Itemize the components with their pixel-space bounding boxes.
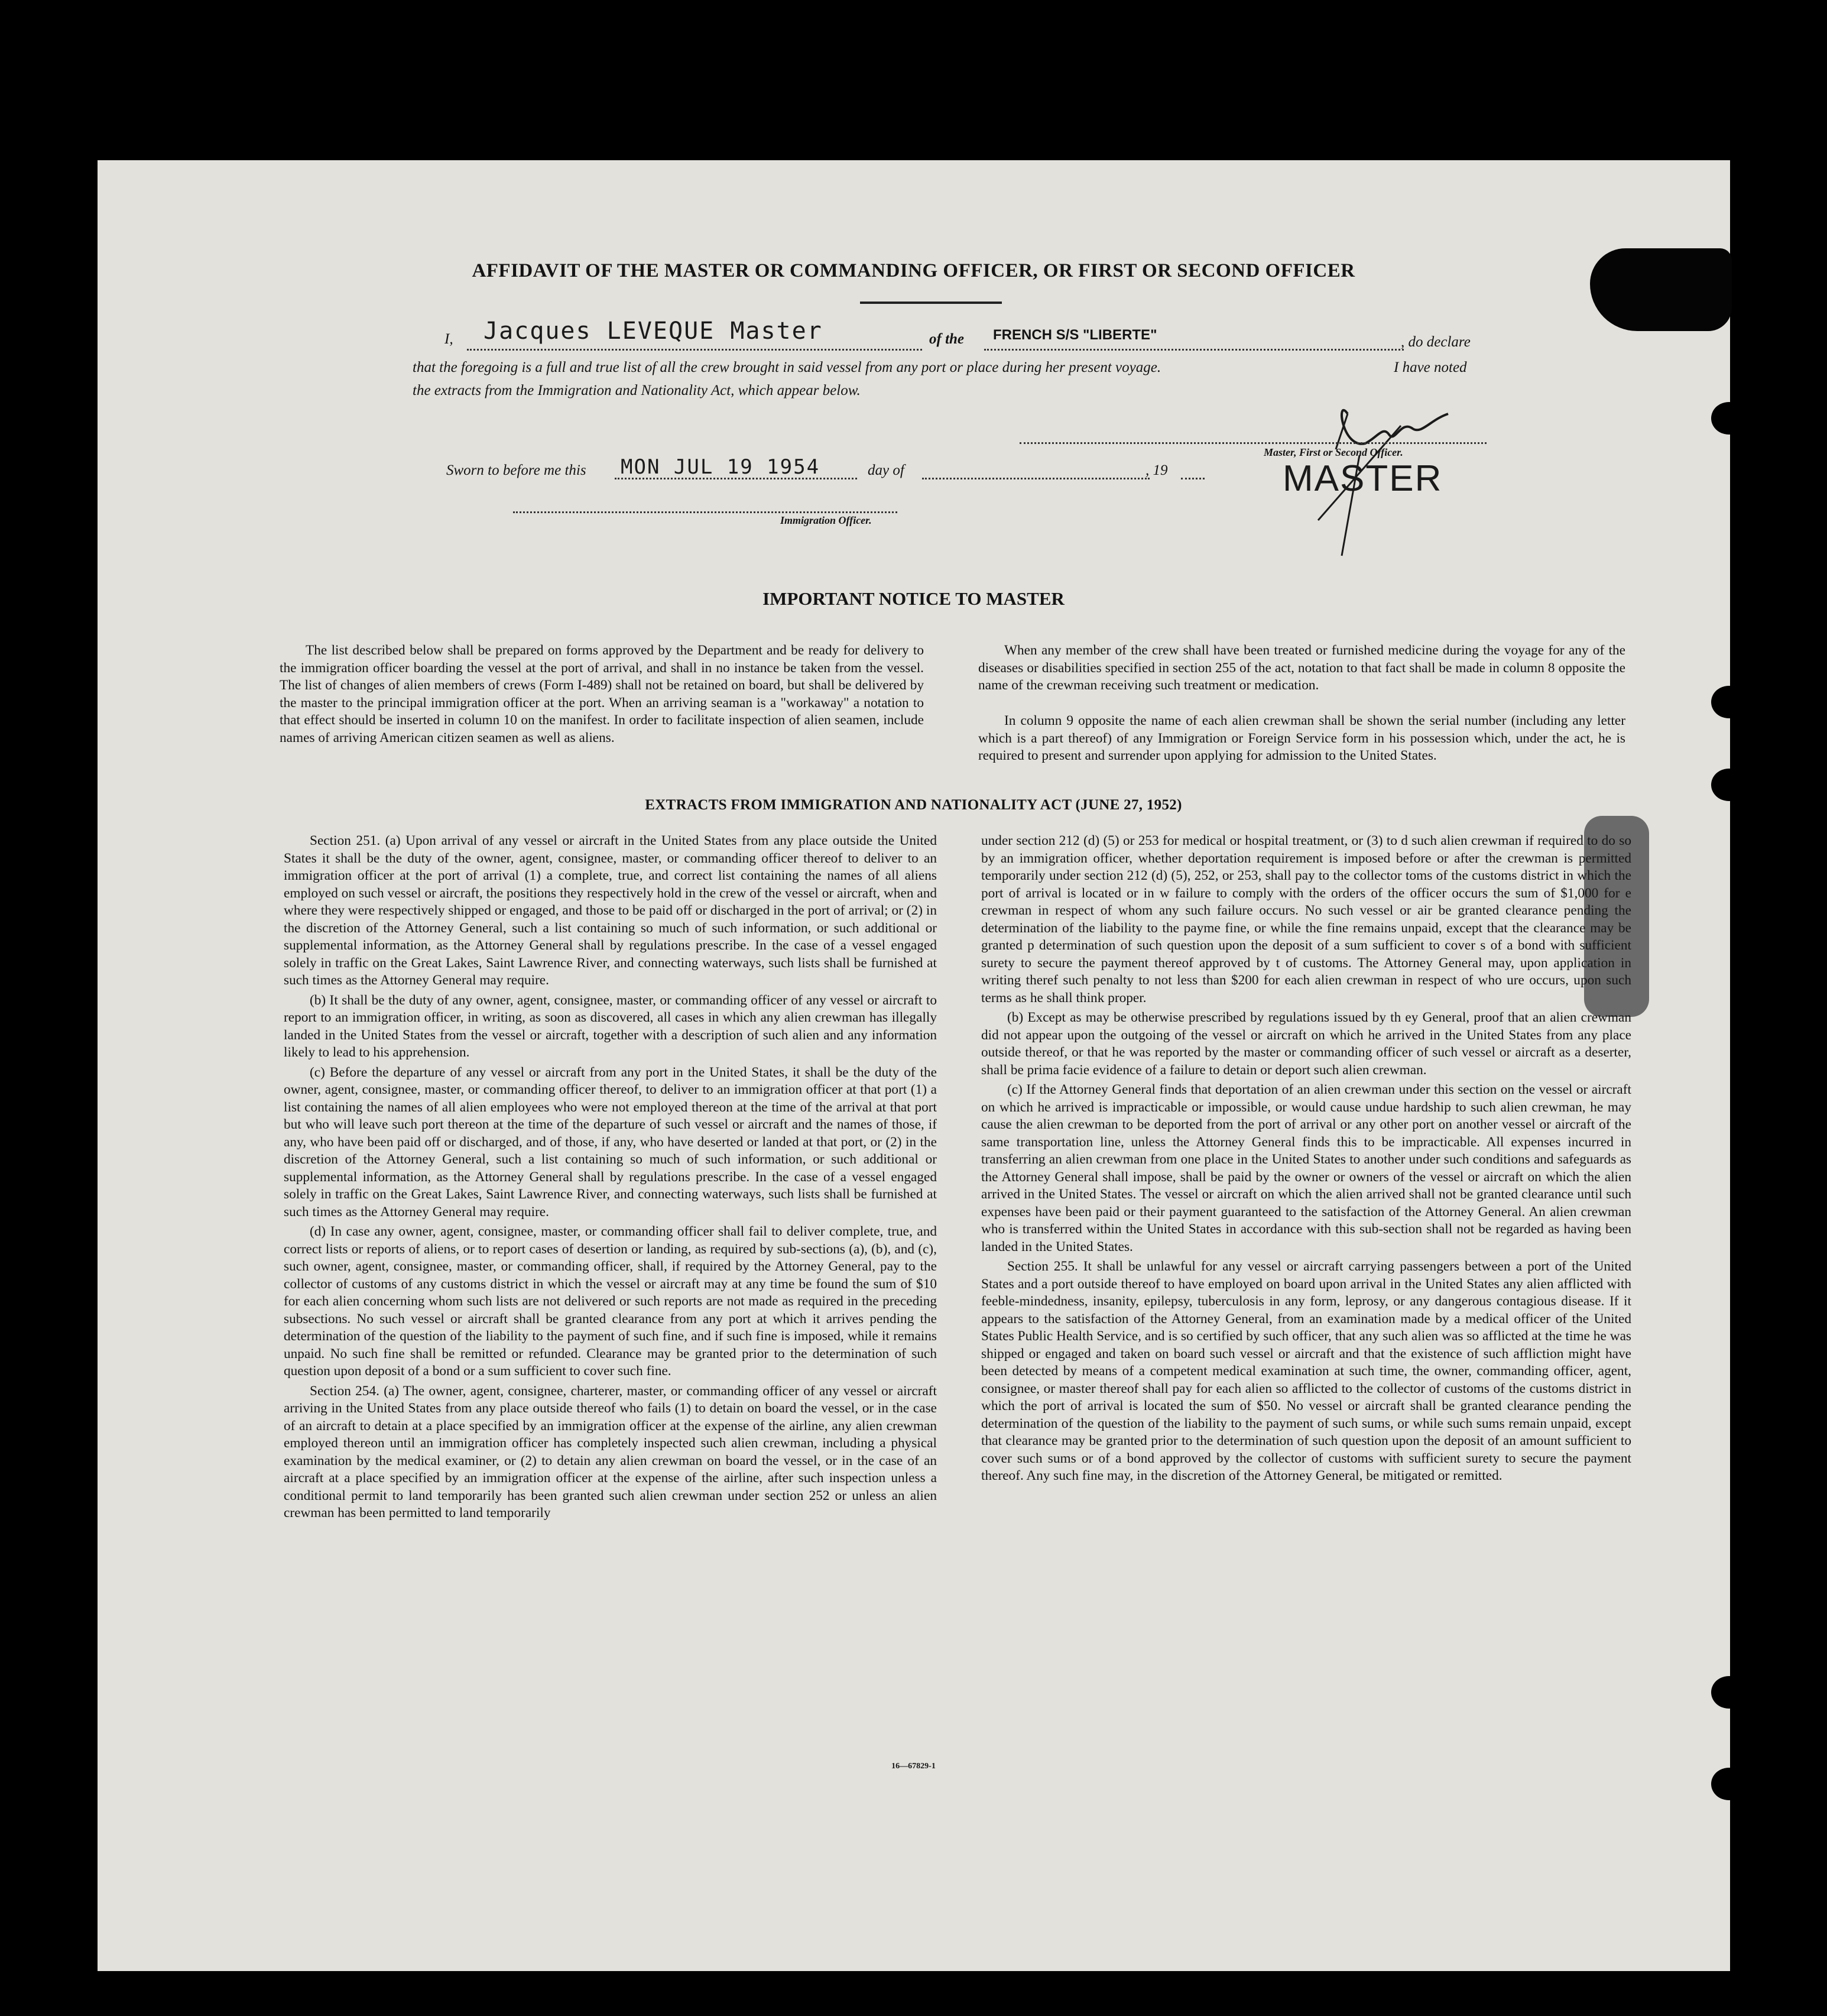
form-code: 16—67829-1 bbox=[891, 1762, 936, 1771]
extracts-right-column bbox=[981, 832, 1631, 1485]
master-name: Jacques LEVEQUE Master bbox=[483, 317, 823, 345]
officer-line bbox=[513, 511, 897, 513]
signature-line bbox=[1020, 442, 1487, 444]
punch-hole bbox=[1711, 686, 1747, 718]
vessel-line bbox=[984, 349, 1404, 351]
affidavit-title: AFFIDAVIT OF THE MASTER OR COMMANDING OFFICER, OR FIRST OR SECOND OFFICER bbox=[472, 260, 1355, 281]
sworn-date: MON JUL 19 1954 bbox=[621, 455, 820, 479]
year-label: , 19 bbox=[1145, 462, 1168, 478]
year-line bbox=[1181, 478, 1205, 479]
section-251-c: (c) Before the departure of any vessel or aircraft from any port in the United States, it shall be the duty of the owner, agent, consignee, master, or commanding officer thereof, to deliver to an immigration officer at that port (1) a list containing the names of all alien employees who were not employed thereon at the time of the arrival at that port but who will leave such port thereon at the time of the departure of such vessel or aircraft and the names of those, if any, who have been paid off or discharged, and of those, if any, who have deserted or landed at that port, or (2) in the discretion of the Attorney General, such a list containing so much of such information, or such additional or supplemental information, as the Attorney General shall by regulations prescribe. In the case of a vessel engaged solely in traffic on the Great Lakes, Saint Lawrence River, and connecting waterways, such lists shall be furnished at such times as the Attorney General may require. bbox=[284, 1064, 937, 1220]
section-251-d: (d) In case any owner, agent, consignee, master, or commanding officer shall fail to deliver complete, true, and correct lists or reports of aliens, or to report cases of desertion or landing, as required by sub-sections (a), (b), and (c), such owner, agent, consignee, master, or commanding officer, shall, if required by the Attorney General, pay to the collector of customs of any customs district in which the vessel or aircraft may at any time be found the sum of $10 for each alien concerning whom such lists are not delivered or such reports are not made as required in the preceding subsections. No such vessel or aircraft shall be granted clearance from any port at which it arrives pending the determination of the question of the liability to the payment of such fine, and if such fine is imposed, while it remains unpaid. No such fine shall be remitted or refunded. Clearance may be granted prior to the determination of such question upon deposit of a bond or a sum sufficient to cover such fine. bbox=[284, 1224, 937, 1379]
officer-caption: Immigration Officer. bbox=[780, 514, 872, 526]
declaration-line-1: that the foregoing is a full and true list of all the crew brought in said vessel from any port or place during her present voyage. bbox=[413, 359, 1161, 375]
i-label: I, bbox=[444, 331, 453, 347]
notice-left-paragraph: The list described below shall be prepared on forms approved by the Department and be ready for delivery to the immigration officer boarding the vessel at the port of arrival, and shall in no instance be taken from the vessel. The list of changes of alien members of crews (Form I-489) shall not be retained on board, but shall be delivered by the master to the principal immigration officer at the port. When an arriving seaman is a "workaway" a notation to that effect should be inserted in column 10 on the manifest. In order to facilitate inspection of alien seamen, include names of arriving American citizen seamen as well as aliens. bbox=[280, 643, 924, 746]
name-line bbox=[467, 349, 922, 351]
vessel-name: FRENCH S/S "LIBERTE" bbox=[993, 327, 1157, 343]
punch-hole bbox=[1711, 1768, 1747, 1800]
section-254-b: (b) Except as may be otherwise prescribed by regulations issued by th ey General, proof that an alien crewman did not appear upon the outgoing of the vessel or aircraft on which he arrived in the United States from any place outside thereof, or that he was reported by the master or commanding officer of such vessel or aircraft as a deserter, shall be prima facie evidence of a failure to detain or deport such alien crewman. bbox=[981, 1010, 1631, 1078]
section-254-a: Section 254. (a) The owner, agent, consignee, charterer, master, or commanding officer of any vessel or aircraft arriving in the United States from any place outside thereof who fails (1) to detain on board the vessel, or in the case of an aircraft to detain at a place specified by an immigration officer at the expense of the airline, any alien crewman employed thereon until an immigration officer has completely inspected such alien crewman, including a physical examination by the medical examiner, or (2) to detain any alien crewman on board the vessel, or in the case of an aircraft at a place specified by an immigration officer at the expense of the airline, after such inspection unless a conditional permit to land temporarily has been granted such alien crewman under section 252 or unless an alien crewman has been permitted to land temporarily bbox=[284, 1383, 937, 1521]
sworn-label: Sworn to before me this bbox=[446, 462, 586, 478]
notice-title: IMPORTANT NOTICE TO MASTER bbox=[762, 588, 1065, 609]
section-251-b: (b) It shall be the duty of any owner, agent, consignee, master, or commanding officer of any vessel or aircraft to report to an immigration officer, in writing, as soon as discovered, all cases in which any alien crewman has illegally landed in the United States from the vessel or aircraft, together with a description of such alien and any information likely to lead to his apprehension. bbox=[284, 992, 937, 1060]
extracts-title: EXTRACTS FROM IMMIGRATION AND NATIONALITY ACT (JUNE 27, 1952) bbox=[645, 797, 1182, 813]
noted-label: I have noted bbox=[1394, 359, 1467, 375]
punch-hole bbox=[1711, 402, 1747, 435]
punch-hole bbox=[1711, 769, 1747, 801]
punch-hole bbox=[1711, 1676, 1747, 1709]
section-254-a-continued: under section 212 (d) (5) or 253 for medical or hospital treatment, or (3) to d such alien crewman if required to do so by an immigration officer, whether deportation requirement is imposed before or after the crewman is permitted temporarily under section 212 (d) (5), 252, or 253, shall pay to the collector toms of the customs district in which the port of arrival is located or in w failure to comply with the orders of the officer occurs the sum of $1,000 for e crewman in respect of whom any such failure occurs. No such vessel or air be granted clearance pending the determination of the liability to the payme fine, or while the fine remains unpaid, except that the clearance may be granted p determination of such question upon the deposit of a sum sufficient to cover s of a bond with sufficient surety to secure the payment thereof approved by t of customs. The Attorney General may, upon application in writing theref such penalty to not less than $200 for each alien crewman in respect of who ure occurs, upon such terms as he shall think proper. bbox=[981, 833, 1631, 1006]
extracts-left-column bbox=[284, 832, 937, 1522]
title-rule bbox=[860, 302, 1002, 304]
of-the-label: of the bbox=[929, 331, 965, 347]
notice-right-paragraph-2: In column 9 opposite the name of each alien crewman shall be shown the serial number (including any letter which is a part thereof) of any Immigration or Foreign Service form in his possession which, under the act, he is required to present and surrender upon applying for admission to the United States. bbox=[978, 713, 1625, 763]
notice-right-paragraph-1: When any member of the crew shall have been treated or furnished medicine during the voyage for any of the diseases or disabilities specified in section 255 of the act, notation to that fact shall be made in column 8 opposite the name of the crewman receiving such treatment or medication. bbox=[978, 643, 1625, 693]
section-255: Section 255. It shall be unlawful for any vessel or aircraft carrying passengers between a port of the United States and a port outside thereof to have employed on board upon arrival in the United States any alien afflicted with feeble-mindedness, insanity, epilepsy, tuberculosis in any form, leprosy, or any dangerous contagious disease. If it appears to the satisfaction of the Attorney General, from an examination made by a medical officer of the United States Public Health Service, and is so certified by such officer, that any such alien was so afflicted at the time he was shipped or engaged and taken on board such vessel or aircraft and that the existence of such affliction might have been detected by means of a competent medical examination at such time, the owner, commanding officer, agent, consignee, or master thereof shall pay for each alien so afflicted to the collector of customs of the customs district in which the port of arrival is located the sum of $50. No vessel or aircraft shall be granted clearance pending the determination of the question of the liability to the payment of such sums, or while such sums remain unpaid, except that clearance may be granted prior to the determination of such question upon the deposit of an amount sufficient to cover such sums or of a bond approved by the collector of customs with sufficient surety to secure the payment thereof. Any such fine may, in the discretion of the Attorney General, be mitigated or remitted. bbox=[981, 1259, 1631, 1483]
day-of-line bbox=[922, 478, 1150, 479]
day-of-label: day of bbox=[868, 462, 904, 478]
sworn-date-line bbox=[615, 478, 857, 479]
do-declare-label: , do declare bbox=[1401, 334, 1471, 350]
master-stamp: MASTER bbox=[1283, 458, 1443, 499]
signature-caption: Master, First or Second Officer. bbox=[1264, 446, 1403, 458]
declaration-line-2: the extracts from the Immigration and Nationality Act, which appear below. bbox=[413, 383, 861, 398]
section-254-c: (c) If the Attorney General finds that deportation of an alien crewman under this section on the vessel or aircraft on which he arrived is impracticable or impossible, or would cause undue hardship to such alien crewman, he may cause the alien crewman to be deported from the port of arrival or any other port on another vessel or aircraft of the same transportation line, unless the Attorney General finds this to be impracticable. All expenses incurred in transferring an alien crewman from one place in the United States to another under such conditions and safeguards as the Attorney General shall impose, shall be paid by the owner or owners of the vessel or aircraft on which the alien arrived in the United States. The vessel or aircraft on which the alien arrived shall not be granted clearance until such expenses have been paid or their payment guaranteed to the satisfaction of the Attorney General. An alien crewman who is transferred within the United States in accordance with this sub-section shall not be regarded as having been landed in the United States. bbox=[981, 1082, 1631, 1255]
section-251-a: Section 251. (a) Upon arrival of any vessel or aircraft in the United States from any place outside the United States it shall be the duty of the owner, agent, consignee, master, or commanding officer thereof to deliver to an immigration officer at the port of arrival (1) a complete, true, and correct list containing the names of all aliens employed on such vessel or aircraft, the positions they respectively hold in the crew of the vessel or aircraft, when and where they were respectively shipped or engaged, and those to be paid off or discharged in the port of arrival; or (2) in the discretion of the Attorney General, such a list containing so much of such information, or such additional or supplemental information, as the Attorney General shall by regulations prescribe. In the case of a vessel engaged solely in traffic on the Great Lakes, Saint Lawrence River, and connecting waterways, such lists shall be furnished at such times as the Attorney General may require. bbox=[284, 833, 937, 988]
